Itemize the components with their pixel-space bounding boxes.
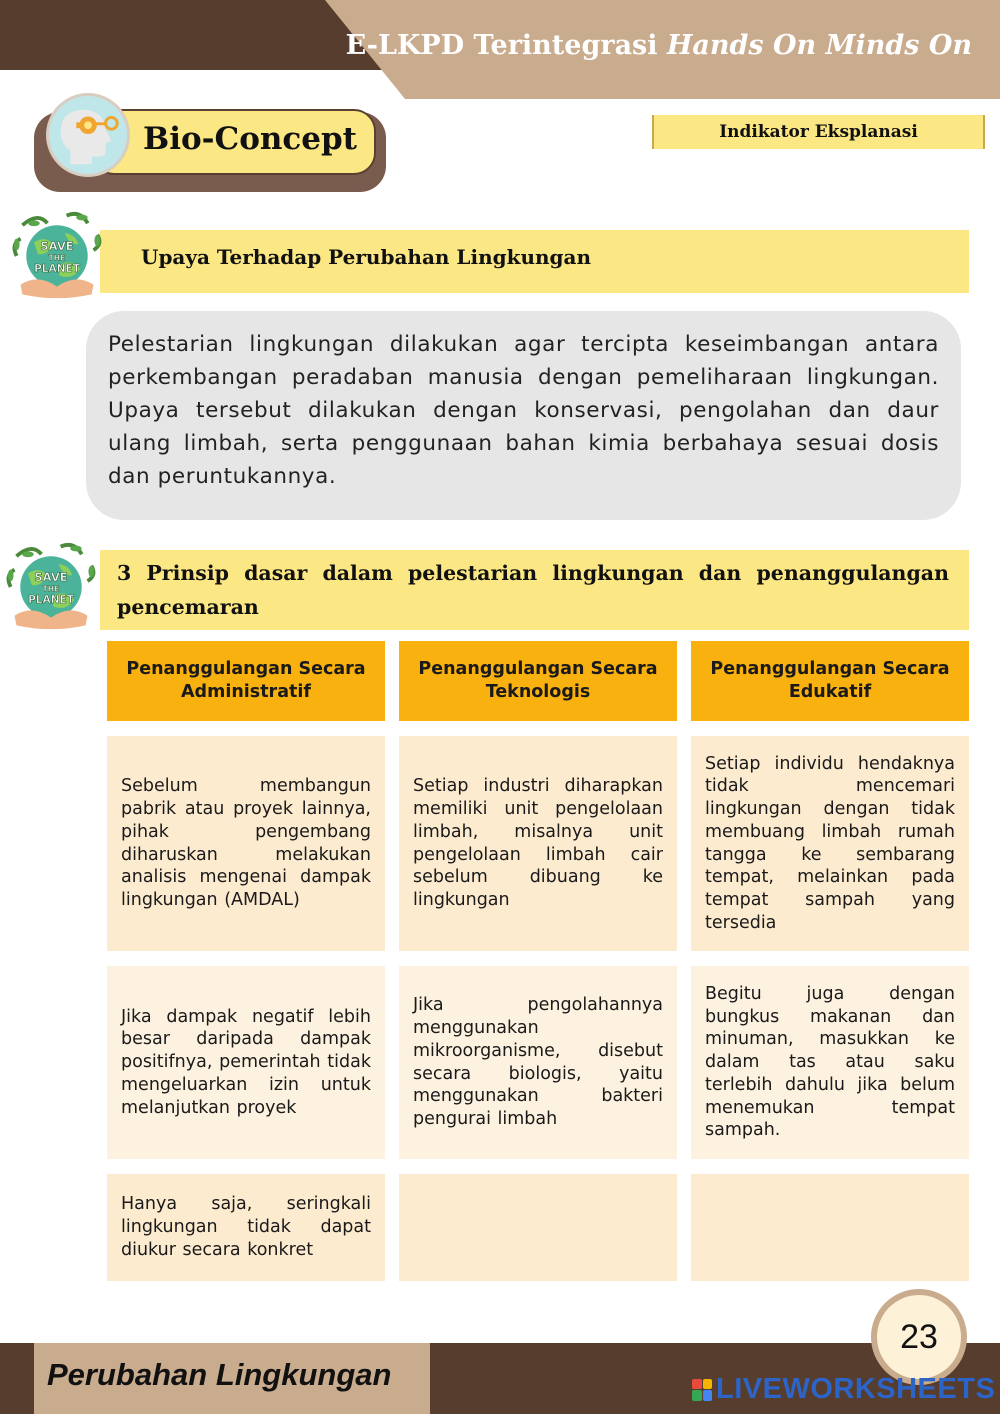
header-edukatif: Penanggulangan Secara Edukatif xyxy=(691,641,969,721)
table-cell xyxy=(691,966,969,1159)
sticker-line1: SAVE xyxy=(34,570,68,585)
table-cell xyxy=(107,736,385,951)
head-gear-icon xyxy=(46,93,130,177)
page-number: 23 xyxy=(900,1318,938,1356)
header-title-italic: Hands On Minds On xyxy=(666,30,972,61)
header-administratif: Penanggulangan Secara Administratif xyxy=(107,641,385,721)
liveworksheets-logo[interactable] xyxy=(692,1373,995,1406)
header-teknologis: Penanggulangan Secara Teknologis xyxy=(399,641,677,721)
table-cell xyxy=(399,736,677,951)
table-cell xyxy=(107,1174,385,1281)
cell-text: Setiap industri diharapkan memiliki unit pengelolaan limbah, misalnya unit pengelolaan limbah cair sebelum dibuang ke lingkungan xyxy=(413,776,663,910)
indicator-label: Indikator Eksplanasi xyxy=(652,115,985,149)
sticker-line3: PLANET xyxy=(34,263,80,276)
cell-text: Begitu juga dengan bungkus makanan dan minuman, masukkan ke dalam tas atau saku terlebih dahulu jika belum menemukan tempat sampah. xyxy=(705,984,955,1141)
intro-paragraph: Pelestarian lingkungan dilakukan agar tercipta keseimbangan antara perkembangan peradaban manusia dengan pemeliharaan lingkungan. Upaya tersebut dilakukan dengan konservasi, pengolahan dan daur ulang limbah, serta penggunaan bahan kimia berbahaya sesuai dosis dan peruntukannya. xyxy=(108,332,939,489)
section1-title: Upaya Terhadap Perubahan Lingkungan xyxy=(141,245,592,269)
table-cell xyxy=(107,966,385,1159)
sticker-line1: SAVE xyxy=(40,239,74,254)
save-the-planet-icon xyxy=(3,537,99,633)
table-cell xyxy=(691,1174,969,1281)
table-cell xyxy=(691,736,969,951)
cell-text: Hanya saja, seringkali lingkungan tidak dapat diukur secara konkret xyxy=(121,1194,371,1260)
cell-text: Setiap individu hendaknya tidak mencemari lingkungan dengan tidak membuang limbah rumah tangga ke sembarang tempat, melainkan pada tempat sampah yang tersedia xyxy=(705,753,955,933)
sticker-line2: THE xyxy=(48,253,66,263)
cell-text: Sebelum membangun pabrik atau proyek lainnya, pihak pengembang diharuskan melakukan analisis mengenai dampak lingkungan (AMDAL) xyxy=(121,776,371,910)
sticker-line2: THE xyxy=(42,584,60,594)
liveworksheets-icon xyxy=(692,1379,712,1401)
header-title-plain: E-LKPD Terintegrasi xyxy=(345,30,667,61)
table-cell xyxy=(399,966,677,1159)
bio-concept-label: Bio-Concept xyxy=(143,121,358,157)
save-the-planet-icon xyxy=(9,206,105,302)
cell-text: Jika dampak negatif lebih besar daripada dampak positifnya, pemerintah tidak mengeluarkan izin untuk melanjutkan proyek xyxy=(121,1006,371,1118)
footer-chapter-title: Perubahan Lingkungan xyxy=(47,1357,392,1392)
sticker-line3: PLANET xyxy=(28,594,74,607)
section2-title: 3 Prinsip dasar dalam pelestarian lingkungan dan penanggulangan pencemaran xyxy=(117,561,949,619)
table-cell xyxy=(399,1174,677,1281)
cell-text: Jika pengolahannya menggunakan mikroorganisme, disebut secara biologis, yaitu menggunakan bakteri pengurai limbah xyxy=(413,995,663,1129)
liveworksheets-text: LIVEWORKSHEETS xyxy=(716,1373,996,1405)
header-title xyxy=(346,30,972,61)
